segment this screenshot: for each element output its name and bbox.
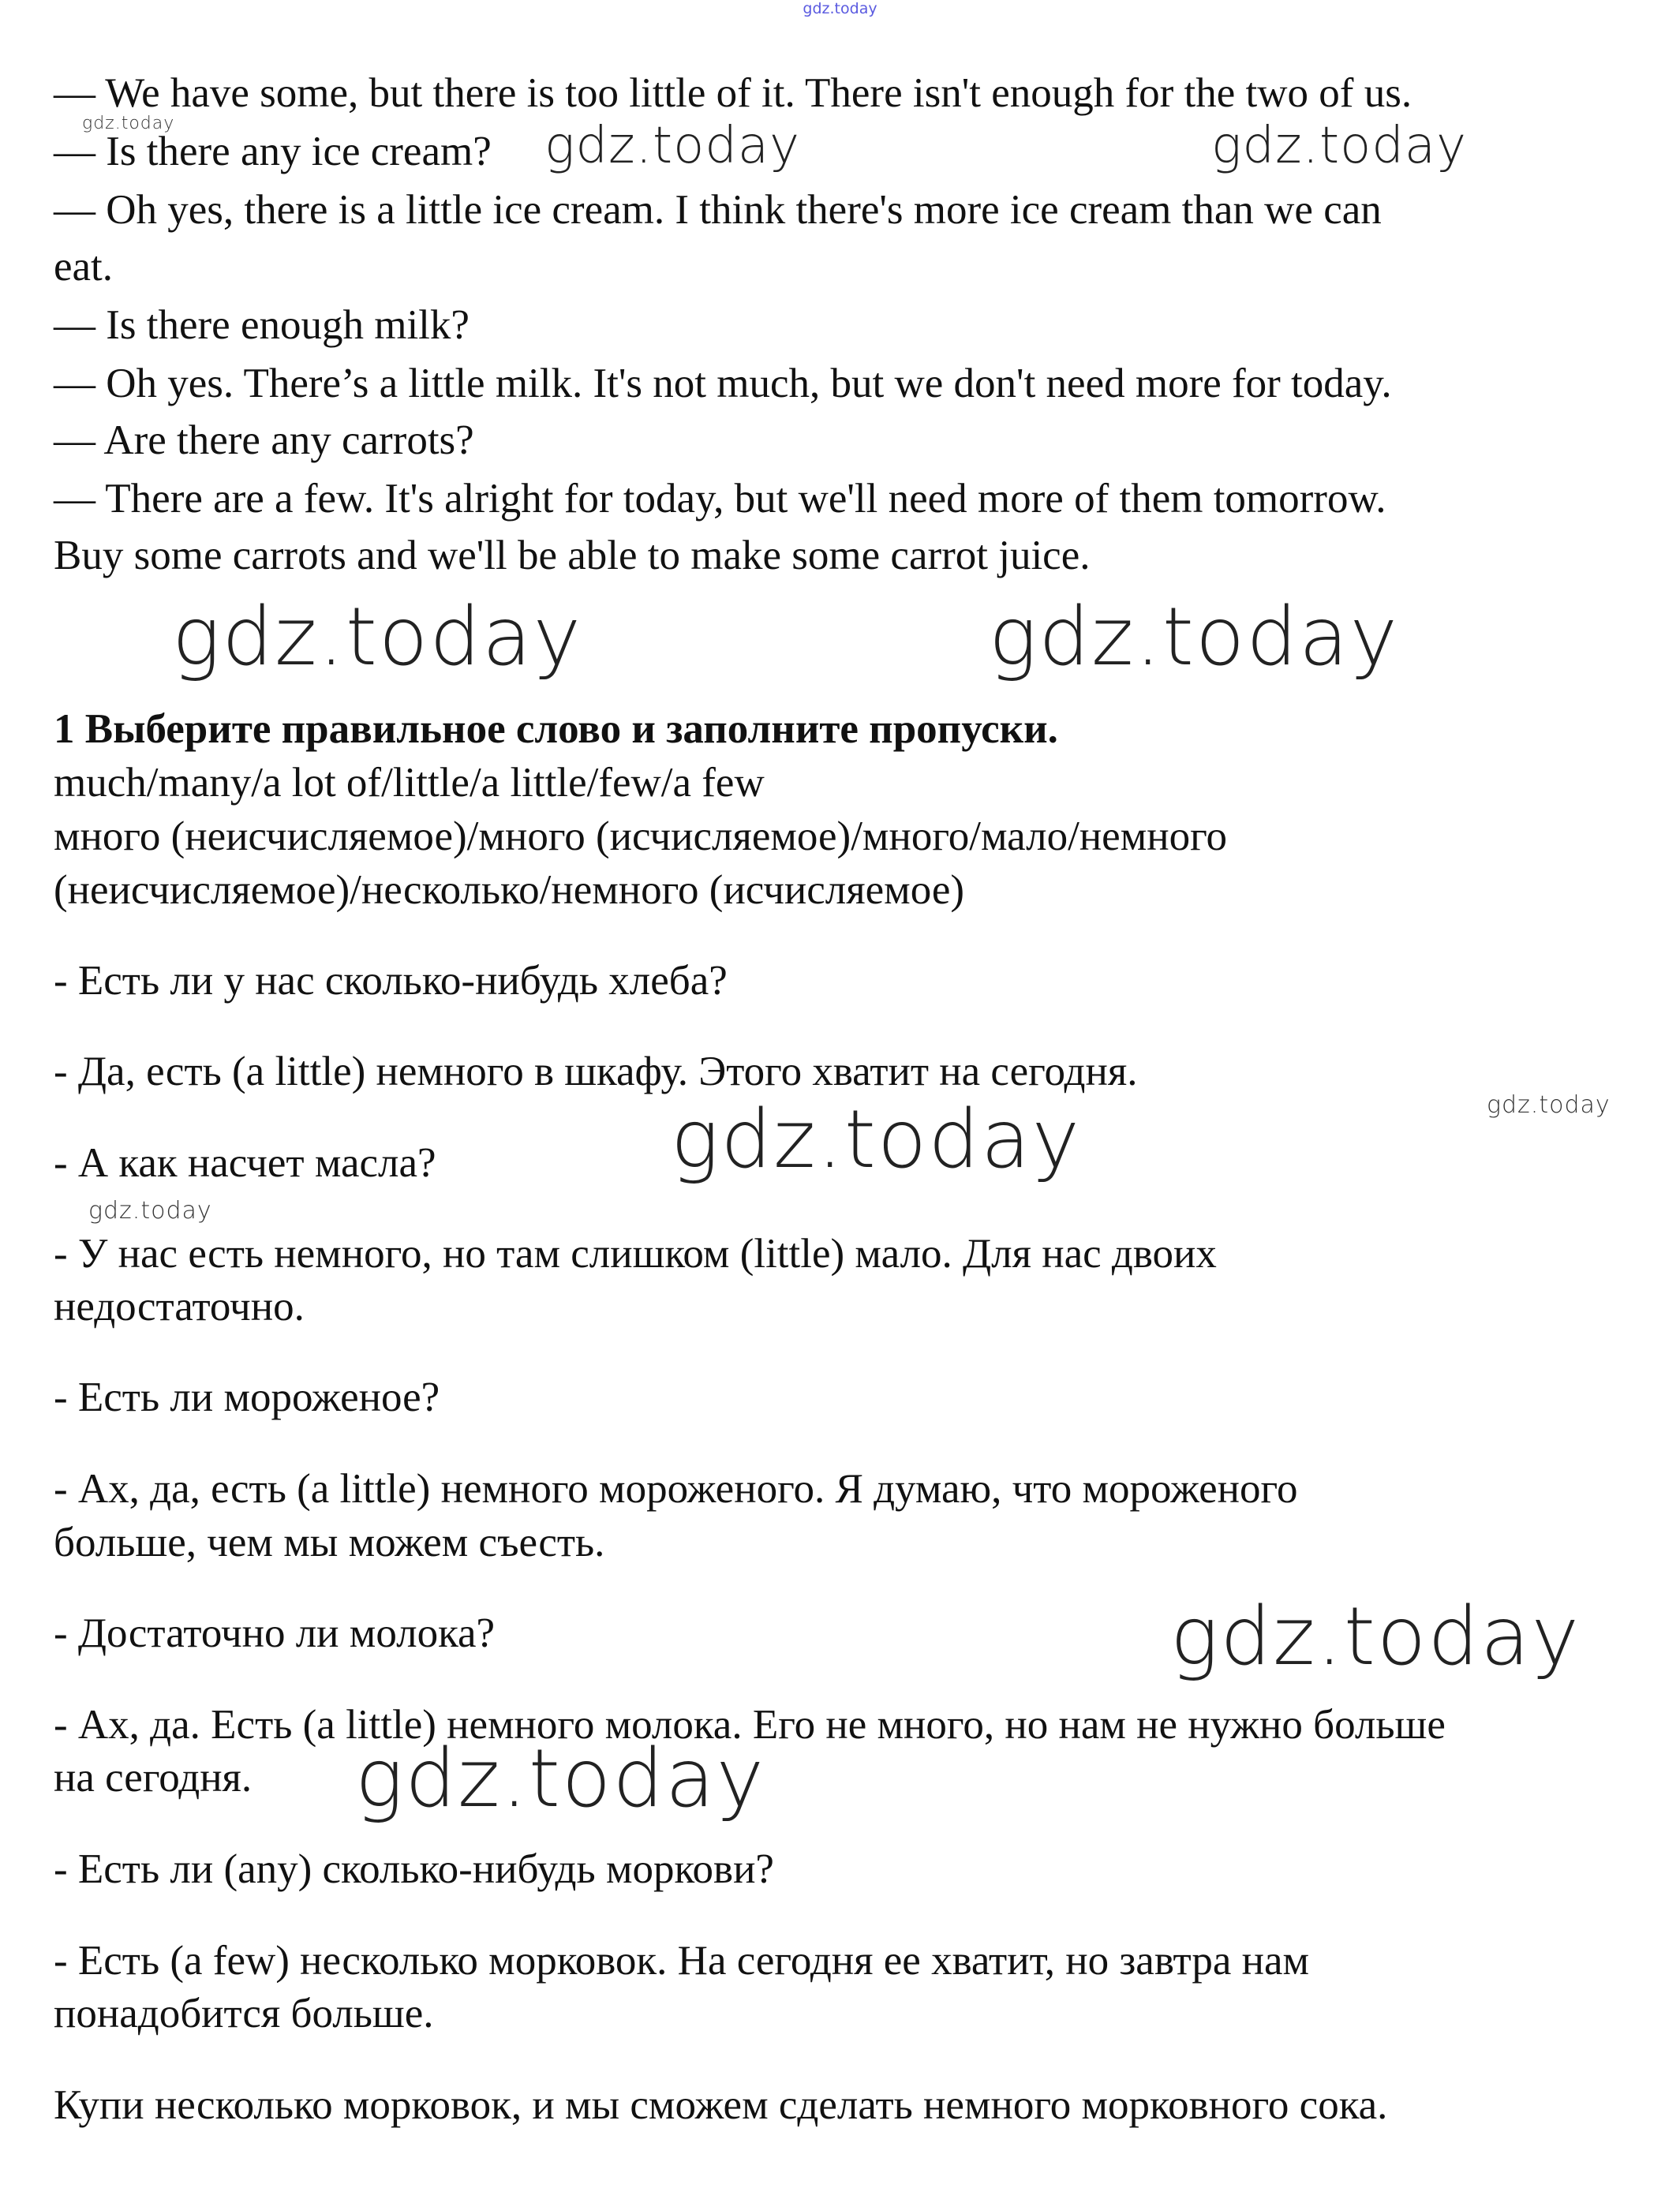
- watermark-mid-2: gdz.today: [1211, 117, 1467, 175]
- english-line-4: eat.: [54, 244, 114, 290]
- exercise-words-ru-1: много (неисчисляемое)/много (исчисляемое)/много/мало/немного: [54, 813, 1228, 859]
- watermark-small-2: gdz.today: [88, 1197, 212, 1225]
- russian-line-12: - Есть ли (any) сколько-нибудь моркови?: [54, 1846, 774, 1892]
- watermark-big-2: gdz.today: [989, 590, 1399, 684]
- russian-line-9: - Достаточно ли молока?: [54, 1610, 496, 1656]
- english-line-5: — Is there enough milk?: [54, 302, 470, 348]
- english-line-8: — There are a few. It's alright for today, but we'll need more of them tomorrow.: [54, 476, 1386, 522]
- exercise-title: 1 Выберите правильное слово и заполните пропуски.: [54, 706, 1058, 752]
- watermark-big-3: gdz.today: [671, 1093, 1081, 1187]
- russian-line-14: понадобится больше.: [54, 1991, 434, 2036]
- russian-line-8: больше, чем мы можем съесть.: [54, 1520, 605, 1565]
- russian-line-11: на сегодня.: [54, 1755, 253, 1801]
- exercise-words-en: much/many/a lot of/little/a little/few/a few: [54, 760, 765, 806]
- english-line-1: — We have some, but there is too little of it. There isn't enough for the two of us.: [54, 70, 1412, 116]
- russian-line-15: Купи несколько морковок, и мы сможем сделать немного морковного сока.: [54, 2082, 1388, 2128]
- russian-line-2: - Да, есть (a little) немного в шкафу. Этого хватит на сегодня.: [54, 1049, 1138, 1094]
- english-line-3: — Oh yes, there is a little ice cream. I think there's more ice cream than we can: [54, 187, 1382, 233]
- watermark-tiny-1: gdz.today: [82, 114, 175, 133]
- watermark-big-1: gdz.today: [172, 590, 582, 684]
- russian-line-7: - Ах, да, есть (a little) немного мороженого. Я думаю, что мороженого: [54, 1466, 1298, 1512]
- russian-line-1: - Есть ли у нас сколько-нибудь хлеба?: [54, 958, 728, 1004]
- russian-line-6: - Есть ли мороженое?: [54, 1374, 440, 1420]
- exercise-words-ru-2: (неисчисляемое)/несколько/немного (исчисляемое): [54, 867, 965, 913]
- russian-line-4: - У нас есть немного, но там слишком (little) мало. Для нас двоих: [54, 1231, 1217, 1277]
- watermark-small-1: gdz.today: [1487, 1091, 1611, 1119]
- watermark-big-5: gdz.today: [355, 1732, 765, 1826]
- russian-line-5: недостаточно.: [54, 1284, 305, 1329]
- watermark-big-4: gdz.today: [1170, 1590, 1581, 1684]
- site-mark-top: gdz.today: [803, 0, 877, 17]
- english-line-6: — Oh yes. There’s a little milk. It's not much, but we don't need more for today.: [54, 361, 1392, 406]
- english-line-9: Buy some carrots and we'll be able to make some carrot juice.: [54, 533, 1091, 578]
- russian-line-13: - Есть (a few) несколько морковок. На сегодня ее хватит, но завтра нам: [54, 1938, 1310, 1984]
- watermark-mid-1: gdz.today: [544, 117, 800, 175]
- english-line-2: — Is there any ice cream?: [54, 129, 492, 174]
- english-line-7: — Are there any carrots?: [54, 417, 474, 463]
- russian-line-3: - А как насчет масла?: [54, 1140, 436, 1186]
- russian-line-10: - Ах, да. Есть (a little) немного молока. Его не много, но нам не нужно больше: [54, 1702, 1446, 1748]
